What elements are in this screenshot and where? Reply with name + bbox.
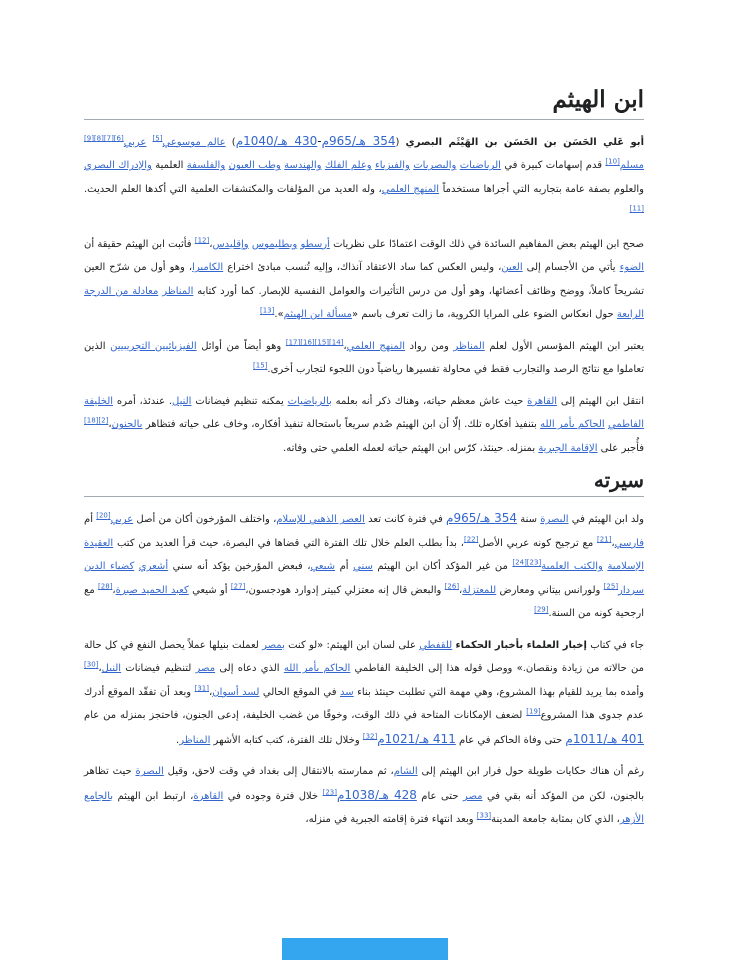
paragraph-5: ولد ابن الهيثم في البصرة سنة 354 هـ/965م في فترة كانت تعد العصر الذهبي للإسلام، واختلف المؤرخون أكان من أصل عربي[20] أم فارسي،[21] مع ترجيح كونه عربي الأصل[22]، بدأ بطلب العلم خلال تلك الفترة التي قضاها في البصرة، حيث قرأ العديد من كتب العقيدة الإسلامية والكتب العلمية[23][24] من غير المؤكد أكان ابن الهيثم سني أم شيعي، فبعض المؤرخين يؤكد أنه سني أشعري كضياء الدين سردار[25] ولورانس بيتاني ومعارض للمعتزلة،[26] والبعض قال إنه معتزلي كبيتر إدوارد هودجسون،[27] أو شيعي كعبد الحميد صبرة،[28] مع ارجحية كونه من السنة.[29] bbox=[84, 511, 645, 620]
scholar-link[interactable]: عالم موسوعي bbox=[162, 136, 226, 148]
citation-link[interactable]: [30] bbox=[84, 660, 99, 669]
eye-link[interactable]: العين bbox=[501, 262, 523, 274]
ptolemy-link[interactable]: وبطليموس bbox=[251, 238, 298, 250]
citation-link[interactable]: [21] bbox=[597, 535, 612, 544]
dam-link[interactable]: سد bbox=[340, 686, 354, 698]
optics-link[interactable]: والبصريات bbox=[413, 160, 457, 172]
bottom-action-bar[interactable] bbox=[282, 938, 448, 960]
arab-link[interactable]: عربي bbox=[123, 136, 147, 148]
experimental-physicists-link[interactable]: الفيزيائيين التجريبيين bbox=[110, 340, 197, 352]
basra-link[interactable]: البصرة bbox=[135, 766, 164, 778]
nile-link[interactable]: النيل bbox=[172, 395, 192, 407]
aristotle-link[interactable]: أرسطو bbox=[300, 238, 330, 250]
year-link[interactable]: 401 هـ/1011م bbox=[565, 731, 644, 746]
persian-link[interactable]: فارسي bbox=[614, 537, 644, 549]
camera-link[interactable]: الكاميرا bbox=[192, 262, 224, 274]
cairo-link[interactable]: القاهرة bbox=[193, 790, 224, 802]
mutazila-link[interactable]: للمعتزلة bbox=[462, 584, 497, 596]
citation-link[interactable]: [14][15][16][17] bbox=[285, 338, 344, 347]
aswan-dam-link[interactable]: لسد أسوان bbox=[212, 686, 260, 698]
citation-link[interactable]: [25] bbox=[603, 582, 619, 591]
citation-link[interactable]: [2][18] bbox=[84, 416, 109, 425]
subject-name: أبو عَلي الحَسَن بن الحَسَن بن الهَيْثَم البصري bbox=[405, 136, 644, 148]
section-heading-biography: سيرته bbox=[84, 468, 644, 497]
sunni-link[interactable]: سني bbox=[353, 561, 373, 573]
citation-link[interactable]: [22] bbox=[463, 535, 479, 544]
quartic-equation-link[interactable]: معادلة من الدرجة الرابعة bbox=[84, 285, 644, 321]
citation-link[interactable]: [28] bbox=[98, 582, 113, 591]
al-azhar-link[interactable]: بالجامع الأزهر bbox=[84, 790, 644, 826]
paragraph-4: انتقل ابن الهيثم إلى القاهرة حيث عاش معظم حياته، وهناك ذكر أنه بعلمه بالرياضيات يمكنه تنظيم فيضانات النيل. عندئذ، أمره الخليفة الفاطمي الحاكم بأمر الله بتنفيذ أفكاره تلك. إلّا أن ابن الهيثم صُدم سريعاً باستحالة تنفيذ أفكاره، وخاف على حياته فتظاهر بالجنون،[2][18] فأُجبر على الإقامة الجبرية بمنزله. حينئذ، كرّس ابن الهيثم حياته لعمله العلمي حتى وفاته. bbox=[84, 395, 644, 454]
al-hakim-link[interactable]: الحاكم بأمر الله bbox=[540, 419, 605, 431]
page-title: ابن الهيثم bbox=[84, 86, 644, 120]
islamic-creed-link[interactable]: العقيدة الإسلامية bbox=[84, 537, 644, 573]
citation-link[interactable]: [11] bbox=[629, 204, 644, 213]
paragraph-6: جاء في كتاب إخبار العلماء بأخبار الحكماء للقفطي على لسان ابن الهيثم: «لو كنت بمصر لعملت بنيلها عملاً يحصل النفع في كل حالة من حالاته من زيادة ونقصان.» ووصل قوله هذا إلى الخليفة الفاطمي الحاكم بأمر الله الذي دعاه إلى مصر لتنظيم فيضانات النيل،[30] وأمده بما يريد للقيام بهذا المشروع، وهي مهمة التي تطلبت حينئذ بناء سد في الموقع الحالي لسد أسوان،[31] وبعد أن تفقّد الموقع أدرك عدم جدوى هذا المشروع[19] لضعف الإمكانات المتاحة في ذلك الوقت، وخوفًا من غضب الخليفة، إدعى الجنون، فاحتجز بمنزله من عام 401 هـ/1011م حتى وفاة الحاكم في عام 411 هـ/1021م[32] وخلال تلك الفترة، كتب كتابه الأشهر المناظر. bbox=[84, 639, 645, 746]
citation-link[interactable]: [32] bbox=[362, 732, 378, 741]
al-hakim-link[interactable]: الحاكم بأمر الله bbox=[283, 663, 351, 675]
house-arrest-link[interactable]: الإقامة الجبرية bbox=[538, 442, 598, 454]
scientific-method-link[interactable]: المنهج العلمي bbox=[381, 183, 440, 195]
citation-link[interactable]: [29] bbox=[534, 605, 549, 614]
math-link[interactable]: بالرياضيات bbox=[287, 395, 332, 407]
cairo-link[interactable]: القاهرة bbox=[527, 395, 558, 407]
citation-link[interactable]: [13] bbox=[259, 306, 275, 315]
basra-link[interactable]: البصرة bbox=[540, 514, 569, 526]
physics-link[interactable]: والفيزياء bbox=[375, 160, 410, 172]
sabra-link[interactable]: كعبد الحميد صبرة bbox=[115, 584, 189, 596]
citation-link[interactable]: [26] bbox=[444, 582, 460, 591]
citation-link[interactable]: [31] bbox=[194, 684, 209, 693]
paragraph-7: رغم أن هناك حكايات طويلة حول فرار ابن الهيثم إلى الشام، ثم ممارسته بالانتقال إلى بغداد في وقت لاحق، وقيل البصرة حيث تظاهر بالجنون، لكن من المؤكد أنه بقي في مصر حتى عام 428 هـ/1038م[23] خلال فترة وجوده في القاهرة، ارتبط ابن الهيثم بالجامع الأزهر، الذي كان بمثابة جامعة المدينة[33] وبعد انتهاء فترة إقامته الجبرية في منزله، bbox=[84, 766, 645, 826]
golden-age-link[interactable]: العصر الذهبي للإسلام bbox=[276, 514, 365, 526]
birth-year-link[interactable]: 354 هـ/965م bbox=[446, 511, 518, 526]
book-title: إخبار العلماء بأخبار الحكماء bbox=[455, 639, 587, 651]
nile-link[interactable]: النيل bbox=[101, 663, 122, 675]
engineering-link[interactable]: والهندسة bbox=[284, 160, 322, 172]
paragraph-3: يعتبر ابن الهيثم المؤسس الأول لعلم المناظر ومن رواد المنهج العلمي،[14][15][16][17] وهو أيضاً من أوائل الفيزيائيين التجريبيين الذين تعاملوا مع نتائج الرصد والتجارب فقط في محاولة تفسيرها رياضياً دون اللجوء لتجارب أخرى.[15] bbox=[84, 338, 644, 376]
egypt-link[interactable]: بمصر bbox=[262, 639, 285, 651]
citation-link[interactable]: [19] bbox=[526, 707, 541, 716]
citation-link[interactable]: [20] bbox=[96, 511, 111, 520]
birth-year-link[interactable]: 354 هـ/965م bbox=[321, 133, 396, 148]
egypt-link[interactable]: مصر bbox=[462, 790, 483, 802]
citation-link[interactable]: [33] bbox=[476, 811, 492, 820]
intro-paragraph: أبو عَلي الحَسَن بن الحَسَن بن الهَيْثَم البصري (354 هـ/965م-430 هـ/1040م) عالم موسوعي[5] عربي[6][7][8][9] مسلم[10] قدم إسهامات كبيرة في الرياضيات والبصريات والفيزياء وعلم الفلك والهندسة وطب العيون والفلسفة العلمية والإدراك البصري والعلوم بصفة عامة بتجاربه التي أجراها مستخدماً المنهج العلمي، وله العديد من المؤلفات والمكتشفات العلمية التي أكدها العلم الحديث.[11] bbox=[84, 133, 645, 213]
citation-link[interactable]: [10] bbox=[605, 157, 620, 166]
light-link[interactable]: الضوء bbox=[619, 262, 644, 274]
citation-link[interactable]: [12] bbox=[194, 236, 210, 245]
scientific-method-link[interactable]: المنهج العلمي bbox=[346, 340, 406, 352]
scientific-books-link[interactable]: والكتب العلمية bbox=[541, 561, 603, 573]
shia-link[interactable]: شيعي bbox=[310, 561, 336, 573]
book-optics-link[interactable]: المناظر bbox=[179, 734, 211, 746]
astronomy-link[interactable]: وعلم الفلك bbox=[324, 160, 372, 172]
book-optics-link[interactable]: المناظر bbox=[162, 285, 194, 297]
medicine-link[interactable]: وطب العيون bbox=[228, 160, 281, 172]
citation-link[interactable]: [6][7][8][9] bbox=[84, 134, 124, 143]
sardar-link[interactable]: كضياء الدين سردار bbox=[84, 561, 645, 596]
optics-science-link[interactable]: المناظر bbox=[453, 340, 485, 352]
paragraph-2: صحح ابن الهيثم بعض المفاهيم السائدة في ذلك الوقت اعتمادًا على نظريات أرسطو وبطليموس وإقليدس،[12] فأثبت ابن الهيثم حقيقة أن الضوء يأتي من الأجسام إلى العين، وليس العكس كما ساد الاعتقاد آنذاك، وإليه تُنسب مبادئ اختراع الكاميرا، وهو أول من شرّح العين تشريحاً كاملاً، ووضح وظائف أعضائها، وهو أول من درس التأثيرات والعوامل النفسية للإبصار. كما أورد كتابه المناظر معادلة من الدرجة الرابعة حول انعكاس الضوء على المرايا الكروية، ما زالت تعرف باسم «مسألة ابن الهيثم».[13] bbox=[84, 236, 644, 321]
euclid-link[interactable]: وإقليدس bbox=[212, 238, 249, 250]
citation-link[interactable]: [15] bbox=[253, 361, 268, 370]
article-content bbox=[84, 86, 644, 840]
math-link[interactable]: الرياضيات bbox=[459, 160, 501, 172]
qifti-link[interactable]: للقفطي bbox=[419, 639, 453, 651]
year-link[interactable]: 411 هـ/1021م bbox=[377, 731, 456, 746]
year-link[interactable]: 428 هـ/1038م bbox=[336, 787, 417, 802]
fatimid-caliph-link[interactable]: الخليفة الفاطمي bbox=[84, 395, 644, 431]
ashari-link[interactable]: أشعري bbox=[138, 561, 169, 573]
death-year-link[interactable]: 430 هـ/1040م bbox=[235, 133, 318, 148]
citation-link[interactable]: [27] bbox=[230, 582, 246, 591]
muslim-link[interactable]: مسلم bbox=[619, 160, 645, 172]
madness-link[interactable]: بالجنون bbox=[111, 419, 143, 431]
philosophy-link[interactable]: والفلسفة bbox=[186, 160, 226, 172]
citation-link[interactable]: [23] bbox=[322, 788, 337, 797]
arab-link[interactable]: عربي bbox=[110, 514, 134, 526]
egypt-link[interactable]: مصر bbox=[195, 663, 216, 675]
citation-link[interactable]: [23][24] bbox=[512, 558, 542, 567]
levant-link[interactable]: الشام bbox=[393, 766, 418, 778]
perception-link[interactable]: والإدراك البصري bbox=[84, 160, 152, 172]
alhazen-problem-link[interactable]: مسألة ابن الهيثم bbox=[283, 309, 353, 321]
citation-link[interactable]: [5] bbox=[152, 134, 163, 143]
